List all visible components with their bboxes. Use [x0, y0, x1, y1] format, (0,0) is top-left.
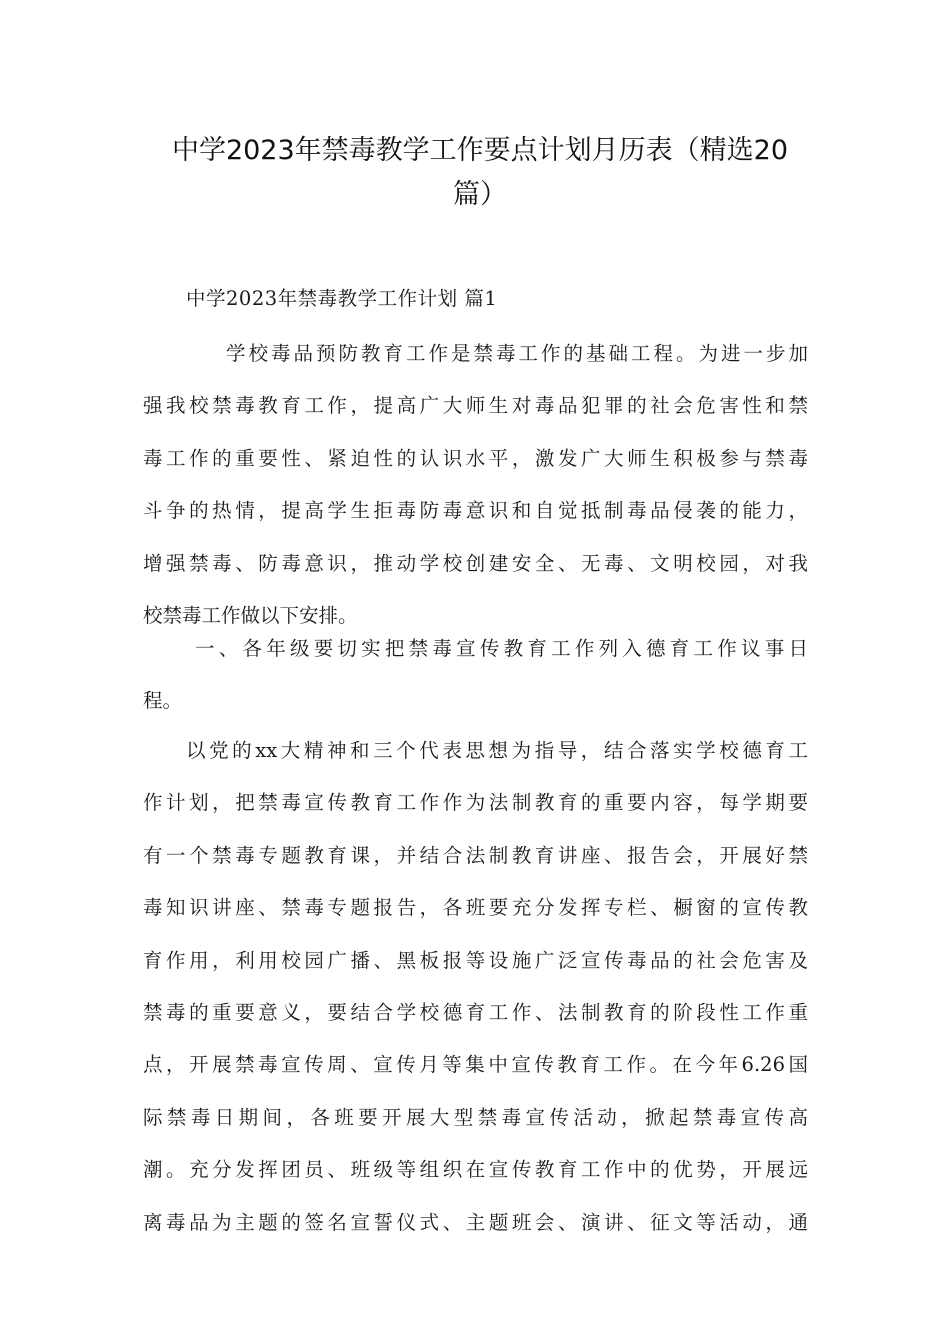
heading-1: [143, 623, 808, 728]
paragraph-2-line: 离毒品为主题的签名宣誓仪式、主题班会、演讲、征文等活动，通: [143, 1210, 808, 1234]
paragraph-2-line: 育作用，利用校园广播、黑板报等设施广泛宣传毒品的社会危害及: [143, 948, 808, 972]
document-title-line-1: 中学2023年禁毒教学工作要点计划月历表（精选20: [171, 135, 789, 166]
paragraph-2-line: 潮。充分发挥团员、班级等组织在宣传教育工作中的优势，开展远: [143, 1158, 808, 1182]
document-title-line-2: 篇）: [453, 179, 507, 210]
paragraph-1-line: 增强禁毒、防毒意识，推动学校创建安全、无毒、文明校园，对我: [143, 551, 808, 575]
paragraph-2-line: 毒知识讲座、禁毒专题报告，各班要充分发挥专栏、橱窗的宣传教: [143, 896, 808, 920]
heading-1-line: 程。: [143, 689, 183, 713]
paragraph-1-line: 校禁毒工作做以下安排。: [143, 603, 358, 627]
paragraph-2-line: 点，开展禁毒宣传周、宣传月等集中宣传教育工作。在今年6.26国: [143, 1053, 808, 1077]
paragraph-2-line: 禁毒的重要意义，要结合学校德育工作、法制教育的阶段性工作重: [143, 1000, 808, 1024]
paragraph-1-line: 强我校禁毒教育工作，提高广大师生对毒品犯罪的社会危害性和禁: [143, 394, 808, 418]
heading-1-line: 一、各年级要切实把禁毒宣传教育工作列入德育工作议事日: [195, 637, 808, 660]
section-heading: 中学2023年禁毒教学工作计划 篇1: [186, 287, 498, 310]
paragraph-2-line: 有一个禁毒专题教育课，并结合法制教育讲座、报告会，开展好禁: [143, 843, 808, 867]
paragraph-1-line: 毒工作的重要性、紧迫性的认识水平，激发广大师生积极参与禁毒: [143, 446, 808, 470]
paragraph-1-line: 斗争的热情，提高学生拒毒防毒意识和自觉抵制毒品侵袭的能力，: [143, 499, 808, 523]
paragraph-2-line: 作计划，把禁毒宣传教育工作作为法制教育的重要内容，每学期要: [143, 791, 808, 815]
paragraph-1: [143, 328, 808, 642]
paragraph-2-line: 以党的xx大精神和三个代表思想为指导，结合落实学校德育工: [186, 739, 808, 762]
paragraph-2-line: 际禁毒日期间，各班要开展大型禁毒宣传活动，掀起禁毒宣传高: [143, 1105, 808, 1129]
paragraph-1-line: 学校毒品预防教育工作是禁毒工作的基础工程。为进一步加: [226, 342, 808, 365]
paragraph-2: [143, 725, 808, 1249]
